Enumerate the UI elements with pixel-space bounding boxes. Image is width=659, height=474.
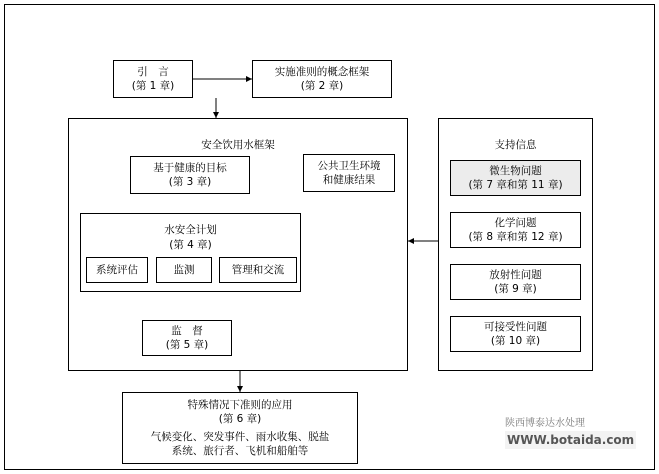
- node-special-circumstances-line4: 系统、旅行者、飞机和船舶等: [171, 445, 309, 458]
- node-intro[interactable]: [113, 60, 193, 98]
- watermark-company: 陕西博泰达水处理: [505, 417, 585, 429]
- node-special-circumstances-line2: (第 6 章): [218, 412, 262, 425]
- container-water-safety-plan-title-line1: 水安全计划: [164, 224, 217, 236]
- container-supporting-information-title: 支持信息: [494, 139, 537, 151]
- node-concept-framework-line2: (第 2 章): [300, 80, 344, 92]
- node-special-circumstances[interactable]: [122, 392, 358, 464]
- node-surveillance-line2: (第 5 章): [165, 339, 209, 351]
- node-management-communication-label: 管理和交流: [231, 263, 285, 276]
- node-monitoring[interactable]: [156, 257, 212, 283]
- node-health-based-targets-line1: 基于健康的目标: [153, 161, 227, 174]
- node-microbial-aspects-line1: 微生物问题: [489, 164, 542, 177]
- node-surveillance-line1: 监 督: [171, 324, 203, 337]
- node-concept-framework[interactable]: [252, 60, 392, 98]
- node-management-communication[interactable]: [219, 257, 297, 283]
- node-special-circumstances-line1: 特殊情况下准则的应用: [187, 398, 293, 411]
- node-microbial-aspects-line2: (第 7 章和第 11 章): [468, 179, 563, 191]
- node-radiological-aspects-line2: (第 9 章): [494, 283, 537, 295]
- node-intro-line2: (第 1 章): [131, 80, 175, 92]
- node-public-health-context-line2: 和健康结果: [322, 174, 376, 186]
- node-health-based-targets-line2: (第 3 章): [168, 176, 212, 188]
- node-chemical-aspects-line1: 化学问题: [494, 216, 537, 229]
- node-radiological-aspects-line1: 放射性问题: [489, 268, 542, 281]
- node-public-health-context-line1: 公共卫生环境: [317, 159, 381, 172]
- node-acceptability-aspects[interactable]: [450, 316, 581, 352]
- container-water-safety-plan-title-line2: (第 4 章): [169, 239, 212, 251]
- watermark-url: WWW.botaida.com: [507, 432, 635, 447]
- node-health-based-targets[interactable]: [130, 156, 250, 194]
- watermark: [505, 408, 645, 456]
- node-monitoring-label: 监测: [173, 263, 195, 276]
- node-system-assessment[interactable]: [86, 257, 148, 283]
- node-chemical-aspects-line2: (第 8 章和第 12 章): [468, 231, 563, 243]
- container-safe-drinking-water-framework-title: 安全饮用水框架: [201, 139, 275, 151]
- node-microbial-aspects[interactable]: [450, 160, 581, 196]
- node-concept-framework-line1: 实施准则的概念框架: [274, 65, 370, 78]
- node-system-assessment-label: 系统评估: [96, 263, 138, 276]
- node-public-health-context[interactable]: [303, 154, 395, 192]
- node-acceptability-aspects-line2: (第 10 章): [490, 335, 541, 347]
- node-radiological-aspects[interactable]: [450, 264, 581, 300]
- node-intro-line1: 引 言: [137, 65, 169, 78]
- node-acceptability-aspects-line1: 可接受性问题: [484, 320, 547, 333]
- node-surveillance[interactable]: [142, 320, 232, 356]
- node-special-circumstances-line3: 气候变化、突发事件、雨水收集、脱盐: [150, 431, 330, 443]
- node-chemical-aspects[interactable]: [450, 212, 581, 248]
